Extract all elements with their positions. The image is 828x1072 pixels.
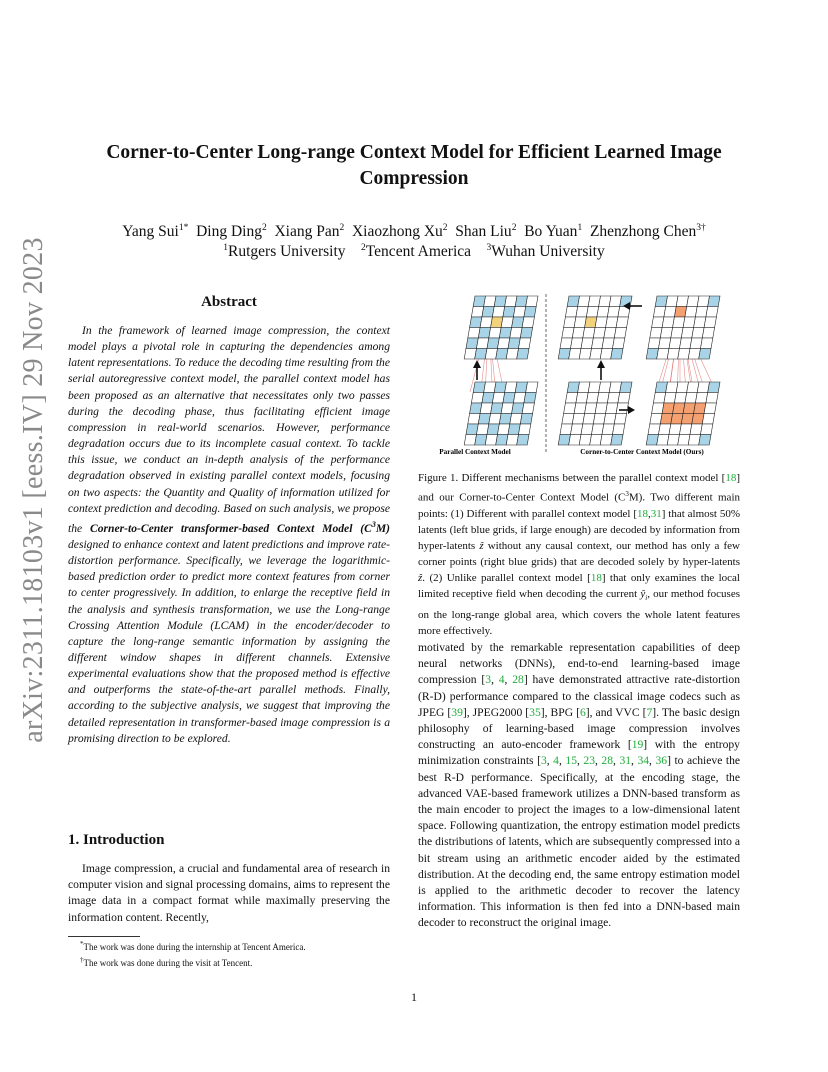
latent-cell xyxy=(646,435,658,446)
latent-cell xyxy=(660,328,672,339)
latent-cell xyxy=(606,317,618,328)
citation-link[interactable]: 3 xyxy=(485,673,492,687)
latent-cell xyxy=(485,435,497,446)
latent-cell xyxy=(697,382,709,393)
latent-cell xyxy=(662,317,674,328)
citation-link[interactable]: 39 xyxy=(451,705,463,719)
intro-continued-paragraph: motivated by the remarkable representation capabilities of deep neural networks (DNNs), end-to-end learning-based image compression [3, 4, 28] have demonstrated attractive rate-distortion (R-D) performance compared to the classical image codecs such as JPEG [39], JPEG2000 [35], BPG [6], and VVC [7]. The basic design philosophy of learning-based image compression involves constructing an auto-encoder framework [19] with the entropy minimization constraints [3, 4, 15, 23, 28, 31, 34, 36] to achieve the best R-D performance. Specifically, at the encoding stage, the advanced VAE-based framework utilizes a DNN-based transform as the main encoder to project the images to a low-dimensional latent space. Following quantization, the entropy estimation model predicts the distributions of latents, which are subsequently compressed into a bit stream using an arithmetic encoder aided by the estimated distribution. At the decoding end, the same entropy estimation model is applied to the arithmetic decoder to recover the latency information. This information is then fed into a DNN-based main decoder to reconstruct the original image. xyxy=(418,641,741,930)
latent-cell xyxy=(706,307,718,318)
latent-cell xyxy=(560,338,572,349)
latent-cell xyxy=(569,349,581,360)
latent-cell xyxy=(494,296,506,307)
paper-title xyxy=(60,140,768,192)
latent-cell xyxy=(681,414,693,425)
latent-cell xyxy=(688,435,700,446)
latent-cell xyxy=(690,424,702,435)
latent-cell xyxy=(585,317,597,328)
latent-cell xyxy=(487,424,499,435)
page-number: 1 xyxy=(411,990,417,1004)
author-name: Bo Yuan$^1$ xyxy=(524,223,583,241)
latent-cell xyxy=(704,317,716,328)
latent-cell xyxy=(572,328,584,339)
latent-cell xyxy=(470,403,482,414)
latent-cell xyxy=(513,393,525,404)
citation-link[interactable]: 3 xyxy=(540,754,547,768)
latent-cell xyxy=(685,393,697,404)
author-name: Xiang Pan$^2$ xyxy=(274,223,345,241)
latent-cell xyxy=(569,435,581,446)
latent-cell xyxy=(524,307,536,318)
latent-cell xyxy=(606,403,618,414)
latent-grid-parallel-bottom xyxy=(464,382,538,445)
latent-cell xyxy=(708,382,720,393)
citation-link[interactable]: 19 xyxy=(631,738,644,752)
latent-cell xyxy=(558,349,570,360)
affiliation: $^1$Rutgers University xyxy=(223,243,346,261)
latent-cell xyxy=(571,338,583,349)
latent-cell xyxy=(607,307,619,318)
latent-cell xyxy=(613,338,625,349)
latent-cell xyxy=(513,307,525,318)
latent-cell xyxy=(595,317,607,328)
latent-cell xyxy=(695,307,707,318)
citation-link[interactable]: 28 xyxy=(512,673,524,687)
latent-cell xyxy=(699,435,711,446)
latent-cell xyxy=(650,414,662,425)
latent-cell xyxy=(674,307,686,318)
latent-cell xyxy=(653,307,665,318)
latent-cell xyxy=(680,338,692,349)
latent-cell xyxy=(600,349,612,360)
affiliation-list xyxy=(60,238,768,262)
latent-cell xyxy=(506,435,518,446)
latent-cell xyxy=(583,328,595,339)
citation-link[interactable]: 31 xyxy=(619,754,632,768)
abstract-part-2: designed to enhance context and latent predictions and improve rate-distortion performance. Specifically, we leverage the logarithmic-based prediction order to predict more context features from corner to center progressively. In addition, to enlarge the receptive field in the analysis and synthesis transformation, we use the Long-range Crossing Attention Module (LCAM) in the encoder/decoder to capture the long-range semantic information by assigning the different window shapes in different channels. Extensive experimental evaluations show that the proposed method is effective and outperforms the state-of-the-art parallel methods. Finally, according to the subjective analysis, we suggest that improving the detailed representation in transformer-based image compression is a promising direction to be explored. xyxy=(68,537,390,745)
figure-label-right: Corner-to-Center Context Model (Ours) xyxy=(580,448,704,456)
latent-cell xyxy=(611,349,623,360)
latent-cell xyxy=(464,349,476,360)
latent-cell xyxy=(678,435,690,446)
latent-cell xyxy=(616,403,628,414)
latent-cell xyxy=(494,382,506,393)
latent-cell xyxy=(475,435,487,446)
latent-cell xyxy=(567,296,579,307)
latent-cell xyxy=(655,382,667,393)
latent-cell xyxy=(597,307,609,318)
latent-cell xyxy=(667,435,679,446)
latent-cell xyxy=(687,296,699,307)
intro-paragraph: Image compression, a crucial and fundamental area of research in computer vision and signal processing domains, aims to represent the image data in a compact format while maximally preserving the information content. Recently, xyxy=(68,862,390,924)
latent-cell xyxy=(505,296,517,307)
footnote-2: †The work was done during the visit at Tencent. xyxy=(80,956,253,968)
latent-cell xyxy=(482,393,494,404)
affiliation: $^2$Tencent America xyxy=(361,243,472,261)
latent-cell xyxy=(666,382,678,393)
latent-grid-parallel-top xyxy=(464,296,538,359)
latent-cell xyxy=(565,307,577,318)
latent-cell xyxy=(699,349,711,360)
latent-cell xyxy=(613,424,625,435)
latent-cell xyxy=(586,307,598,318)
arxiv-stamp: arXiv:2311.18103v1 [eess.IV] 29 Nov 2023 xyxy=(18,237,49,743)
latent-cell xyxy=(618,393,630,404)
latent-cell xyxy=(564,403,576,414)
latent-cell xyxy=(574,403,586,414)
latent-cell xyxy=(602,424,614,435)
latent-cell xyxy=(515,296,527,307)
latent-cell xyxy=(704,403,716,414)
latent-cell xyxy=(501,317,513,328)
latent-cell xyxy=(685,307,697,318)
citation-link[interactable]: 23 xyxy=(583,754,595,768)
latent-cell xyxy=(508,424,520,435)
latent-cell xyxy=(480,317,492,328)
latent-cell xyxy=(496,349,508,360)
latent-cell xyxy=(565,393,577,404)
latent-cell xyxy=(466,424,478,435)
latent-cell xyxy=(578,296,590,307)
latent-cell xyxy=(676,382,688,393)
latent-cell xyxy=(470,317,482,328)
latent-cell xyxy=(478,414,490,425)
latent-cell xyxy=(657,349,669,360)
latent-cell xyxy=(564,317,576,328)
latent-grid-c3m-top-left xyxy=(558,296,632,359)
latent-cell xyxy=(597,393,609,404)
latent-cell xyxy=(586,393,598,404)
latent-cell xyxy=(579,349,591,360)
author-name: Zhenzhong Chen$^{3\dagger}$ xyxy=(589,223,706,241)
latent-cell xyxy=(506,349,518,360)
latent-cell xyxy=(482,307,494,318)
latent-cell xyxy=(562,414,574,425)
latent-cell xyxy=(595,403,607,414)
figure-1-diagram xyxy=(418,288,738,460)
latent-cell xyxy=(581,338,593,349)
latent-cell xyxy=(604,414,616,425)
latent-cell xyxy=(517,349,529,360)
latent-cell xyxy=(468,414,480,425)
latent-cell xyxy=(662,403,674,414)
figure-label-left: Parallel Context Model xyxy=(439,448,511,456)
latent-cell xyxy=(648,424,660,435)
latent-cell xyxy=(702,328,714,339)
latent-cell xyxy=(499,328,511,339)
latent-cell xyxy=(659,338,671,349)
latent-cell xyxy=(590,435,602,446)
latent-cell xyxy=(616,317,628,328)
latent-cell xyxy=(694,403,706,414)
latent-cell xyxy=(592,338,604,349)
latent-cell xyxy=(578,382,590,393)
latent-cell xyxy=(664,393,676,404)
latent-cell xyxy=(574,317,586,328)
latent-cell xyxy=(676,296,688,307)
footnote-1: *The work was done during the internship at Tencent America. xyxy=(80,940,306,952)
citation-link[interactable]: 4 xyxy=(498,673,505,687)
abstract-text xyxy=(68,323,390,747)
latent-cell xyxy=(572,414,584,425)
latent-cell xyxy=(657,435,669,446)
latent-cell xyxy=(519,424,531,435)
latent-cell xyxy=(666,296,678,307)
latent-cell xyxy=(503,393,515,404)
citation-link[interactable]: 7 xyxy=(646,705,653,719)
latent-cell xyxy=(614,328,626,339)
author-name: Yang Sui$^{1*}$ xyxy=(122,223,189,241)
citation-link[interactable]: 4 xyxy=(553,754,559,768)
latent-cell xyxy=(646,349,658,360)
abstract-part-1: In the framework of learned image compression, the context model plays a pivotal role in capturing the dependencies among latent representations. To reduce the decoding time resulting from the serial autoregressive context model, the parallel context model has been proposed as an alternative that necessitates only two passes during the decoding phase, thus facilitating efficient image compression in real-world scenarios. However, performance degradation occurs due to its incomplete casual context. To tackle this issue, we conduct an in-depth analysis of the performance degradation observed in existing parallel context models, focusing on two aspects: the Quantity and Quality of information utilized for context prediction and decoding. Based on such analysis, we propose the xyxy=(68,324,391,535)
section-heading-introduction: 1. Introduction xyxy=(68,832,165,848)
latent-cell xyxy=(519,338,531,349)
author-name: Shan Liu$^2$ xyxy=(455,223,517,241)
latent-cell xyxy=(588,296,600,307)
latent-cell xyxy=(600,435,612,446)
latent-cell xyxy=(583,414,595,425)
latent-cell xyxy=(669,338,681,349)
title-line-2: Compression xyxy=(359,168,469,189)
latent-cell xyxy=(701,338,713,349)
citation-link[interactable]: 6 xyxy=(579,705,586,719)
citation-link[interactable]: 28 xyxy=(601,754,614,768)
latent-grid-c3m-top-right xyxy=(646,296,720,359)
latent-cell xyxy=(522,403,534,414)
latent-cell xyxy=(680,424,692,435)
latent-grid-c3m-bottom-left xyxy=(558,382,632,445)
citation-link[interactable]: 15 xyxy=(565,754,577,768)
latent-cell xyxy=(671,328,683,339)
latent-cell xyxy=(692,414,704,425)
latent-cell xyxy=(671,414,683,425)
latent-cell xyxy=(522,317,534,328)
latent-cell xyxy=(484,382,496,393)
citation-link[interactable]: 34 xyxy=(637,754,650,768)
latent-cell xyxy=(609,296,621,307)
latent-cell xyxy=(524,393,536,404)
latent-cell xyxy=(708,296,720,307)
latent-cell xyxy=(652,317,664,328)
latent-cell xyxy=(695,393,707,404)
latent-cell xyxy=(464,435,476,446)
latent-cell xyxy=(478,328,490,339)
up-arrow-icon xyxy=(597,360,605,380)
latent-cell xyxy=(673,317,685,328)
author-name: Ding Ding$^2$ xyxy=(196,223,267,241)
latent-cell xyxy=(475,349,487,360)
latent-cell xyxy=(602,338,614,349)
latent-grid-c3m-bottom-right xyxy=(646,382,720,445)
latent-cell xyxy=(558,435,570,446)
latent-cell xyxy=(485,349,497,360)
latent-cell xyxy=(614,414,626,425)
latent-cell xyxy=(503,307,515,318)
latent-cell xyxy=(515,382,527,393)
latent-cell xyxy=(491,317,503,328)
latent-cell xyxy=(604,328,616,339)
latent-cell xyxy=(510,414,522,425)
latent-cell xyxy=(498,424,510,435)
latent-cell xyxy=(607,393,619,404)
latent-cell xyxy=(571,424,583,435)
latent-cell xyxy=(683,317,695,328)
latent-cell xyxy=(585,403,597,414)
latent-cell xyxy=(687,382,699,393)
latent-cell xyxy=(667,349,679,360)
latent-cell xyxy=(579,435,591,446)
latent-cell xyxy=(590,349,602,360)
latent-cell xyxy=(653,393,665,404)
latent-cell xyxy=(560,424,572,435)
latent-cell xyxy=(694,317,706,328)
title-line-1: Corner-to-Center Long-range Context Model for Efficient Learned Image xyxy=(106,142,722,163)
latent-cell xyxy=(620,382,632,393)
affiliation: $^3$Wuhan University xyxy=(486,243,605,261)
latent-cell xyxy=(697,296,709,307)
latent-cell xyxy=(692,328,704,339)
latent-cell xyxy=(599,296,611,307)
citation-link[interactable]: 35 xyxy=(529,705,541,719)
latent-cell xyxy=(562,328,574,339)
latent-cell xyxy=(501,403,513,414)
latent-cell xyxy=(683,403,695,414)
latent-cell xyxy=(473,296,485,307)
abstract-emphasis: Corner-to-Center transformer-based Context Model $(C^3M)$ xyxy=(89,519,390,535)
latent-cell xyxy=(690,338,702,349)
latent-cell xyxy=(489,414,501,425)
latent-cell xyxy=(576,307,588,318)
latent-cell xyxy=(496,435,508,446)
latent-cell xyxy=(655,296,667,307)
latent-cell xyxy=(466,338,478,349)
latent-cell xyxy=(652,403,664,414)
latent-cell xyxy=(526,296,538,307)
latent-cell xyxy=(660,414,672,425)
latent-cell xyxy=(480,403,492,414)
latent-cell xyxy=(576,393,588,404)
latent-cell xyxy=(498,338,510,349)
latent-cell xyxy=(491,403,503,414)
latent-cell xyxy=(673,403,685,414)
footnotes xyxy=(68,938,390,970)
footnote-divider xyxy=(68,936,140,937)
latent-cell xyxy=(593,328,605,339)
citation-link[interactable]: 36 xyxy=(655,754,668,768)
latent-cell xyxy=(492,393,504,404)
latent-cell xyxy=(599,382,611,393)
latent-cell xyxy=(520,328,532,339)
latent-cell xyxy=(505,382,517,393)
latent-cell xyxy=(611,435,623,446)
latent-cell xyxy=(659,424,671,435)
latent-cell xyxy=(650,328,662,339)
latent-cell xyxy=(517,435,529,446)
latent-cell xyxy=(526,382,538,393)
latent-cell xyxy=(468,328,480,339)
latent-cell xyxy=(593,414,605,425)
latent-cell xyxy=(471,307,483,318)
latent-cell xyxy=(473,382,485,393)
latent-cell xyxy=(492,307,504,318)
latent-cell xyxy=(567,382,579,393)
latent-cell xyxy=(702,414,714,425)
figure-1-caption: Figure 1. Different mechanisms between the parallel context model [18] and our Corner-to-Center Context Model $(C^3M)$. Two different main points: (1) Different with parallel context model [18,31] that almost 50% latents (left blue grids, if large enough) are decoded by information from hyper-latents ẑ without any causal context, our method has only a few corner points (right blue grids) that are decoded solely by hyper-latents ẑ. (2) Unlike parallel context model [18] that only examines the local limited receptive field when decoding the current $ŷ_i$, our method focuses on the long-range global area, which covers the whole latent features more effectively. xyxy=(418,472,741,637)
latent-cell xyxy=(471,393,483,404)
latent-cell xyxy=(701,424,713,435)
latent-cell xyxy=(674,393,686,404)
latent-cell xyxy=(648,338,660,349)
latent-cell xyxy=(678,349,690,360)
latent-cell xyxy=(706,393,718,404)
latent-cell xyxy=(512,317,524,328)
latent-cell xyxy=(508,338,520,349)
latent-cell xyxy=(520,414,532,425)
latent-cell xyxy=(477,424,489,435)
latent-cell xyxy=(512,403,524,414)
latent-cell xyxy=(484,296,496,307)
abstract-heading: Abstract xyxy=(201,294,257,310)
latent-cell xyxy=(489,328,501,339)
latent-cell xyxy=(681,328,693,339)
latent-cell xyxy=(499,414,511,425)
latent-cell xyxy=(688,349,700,360)
latent-cell xyxy=(664,307,676,318)
latent-cell xyxy=(581,424,593,435)
latent-cell xyxy=(487,338,499,349)
latent-cell xyxy=(592,424,604,435)
latent-cell xyxy=(669,424,681,435)
latent-cell xyxy=(588,382,600,393)
latent-cell xyxy=(477,338,489,349)
author-name: Xiaozhong Xu$^2$ xyxy=(351,223,448,241)
latent-cell xyxy=(609,382,621,393)
latent-cell xyxy=(510,328,522,339)
